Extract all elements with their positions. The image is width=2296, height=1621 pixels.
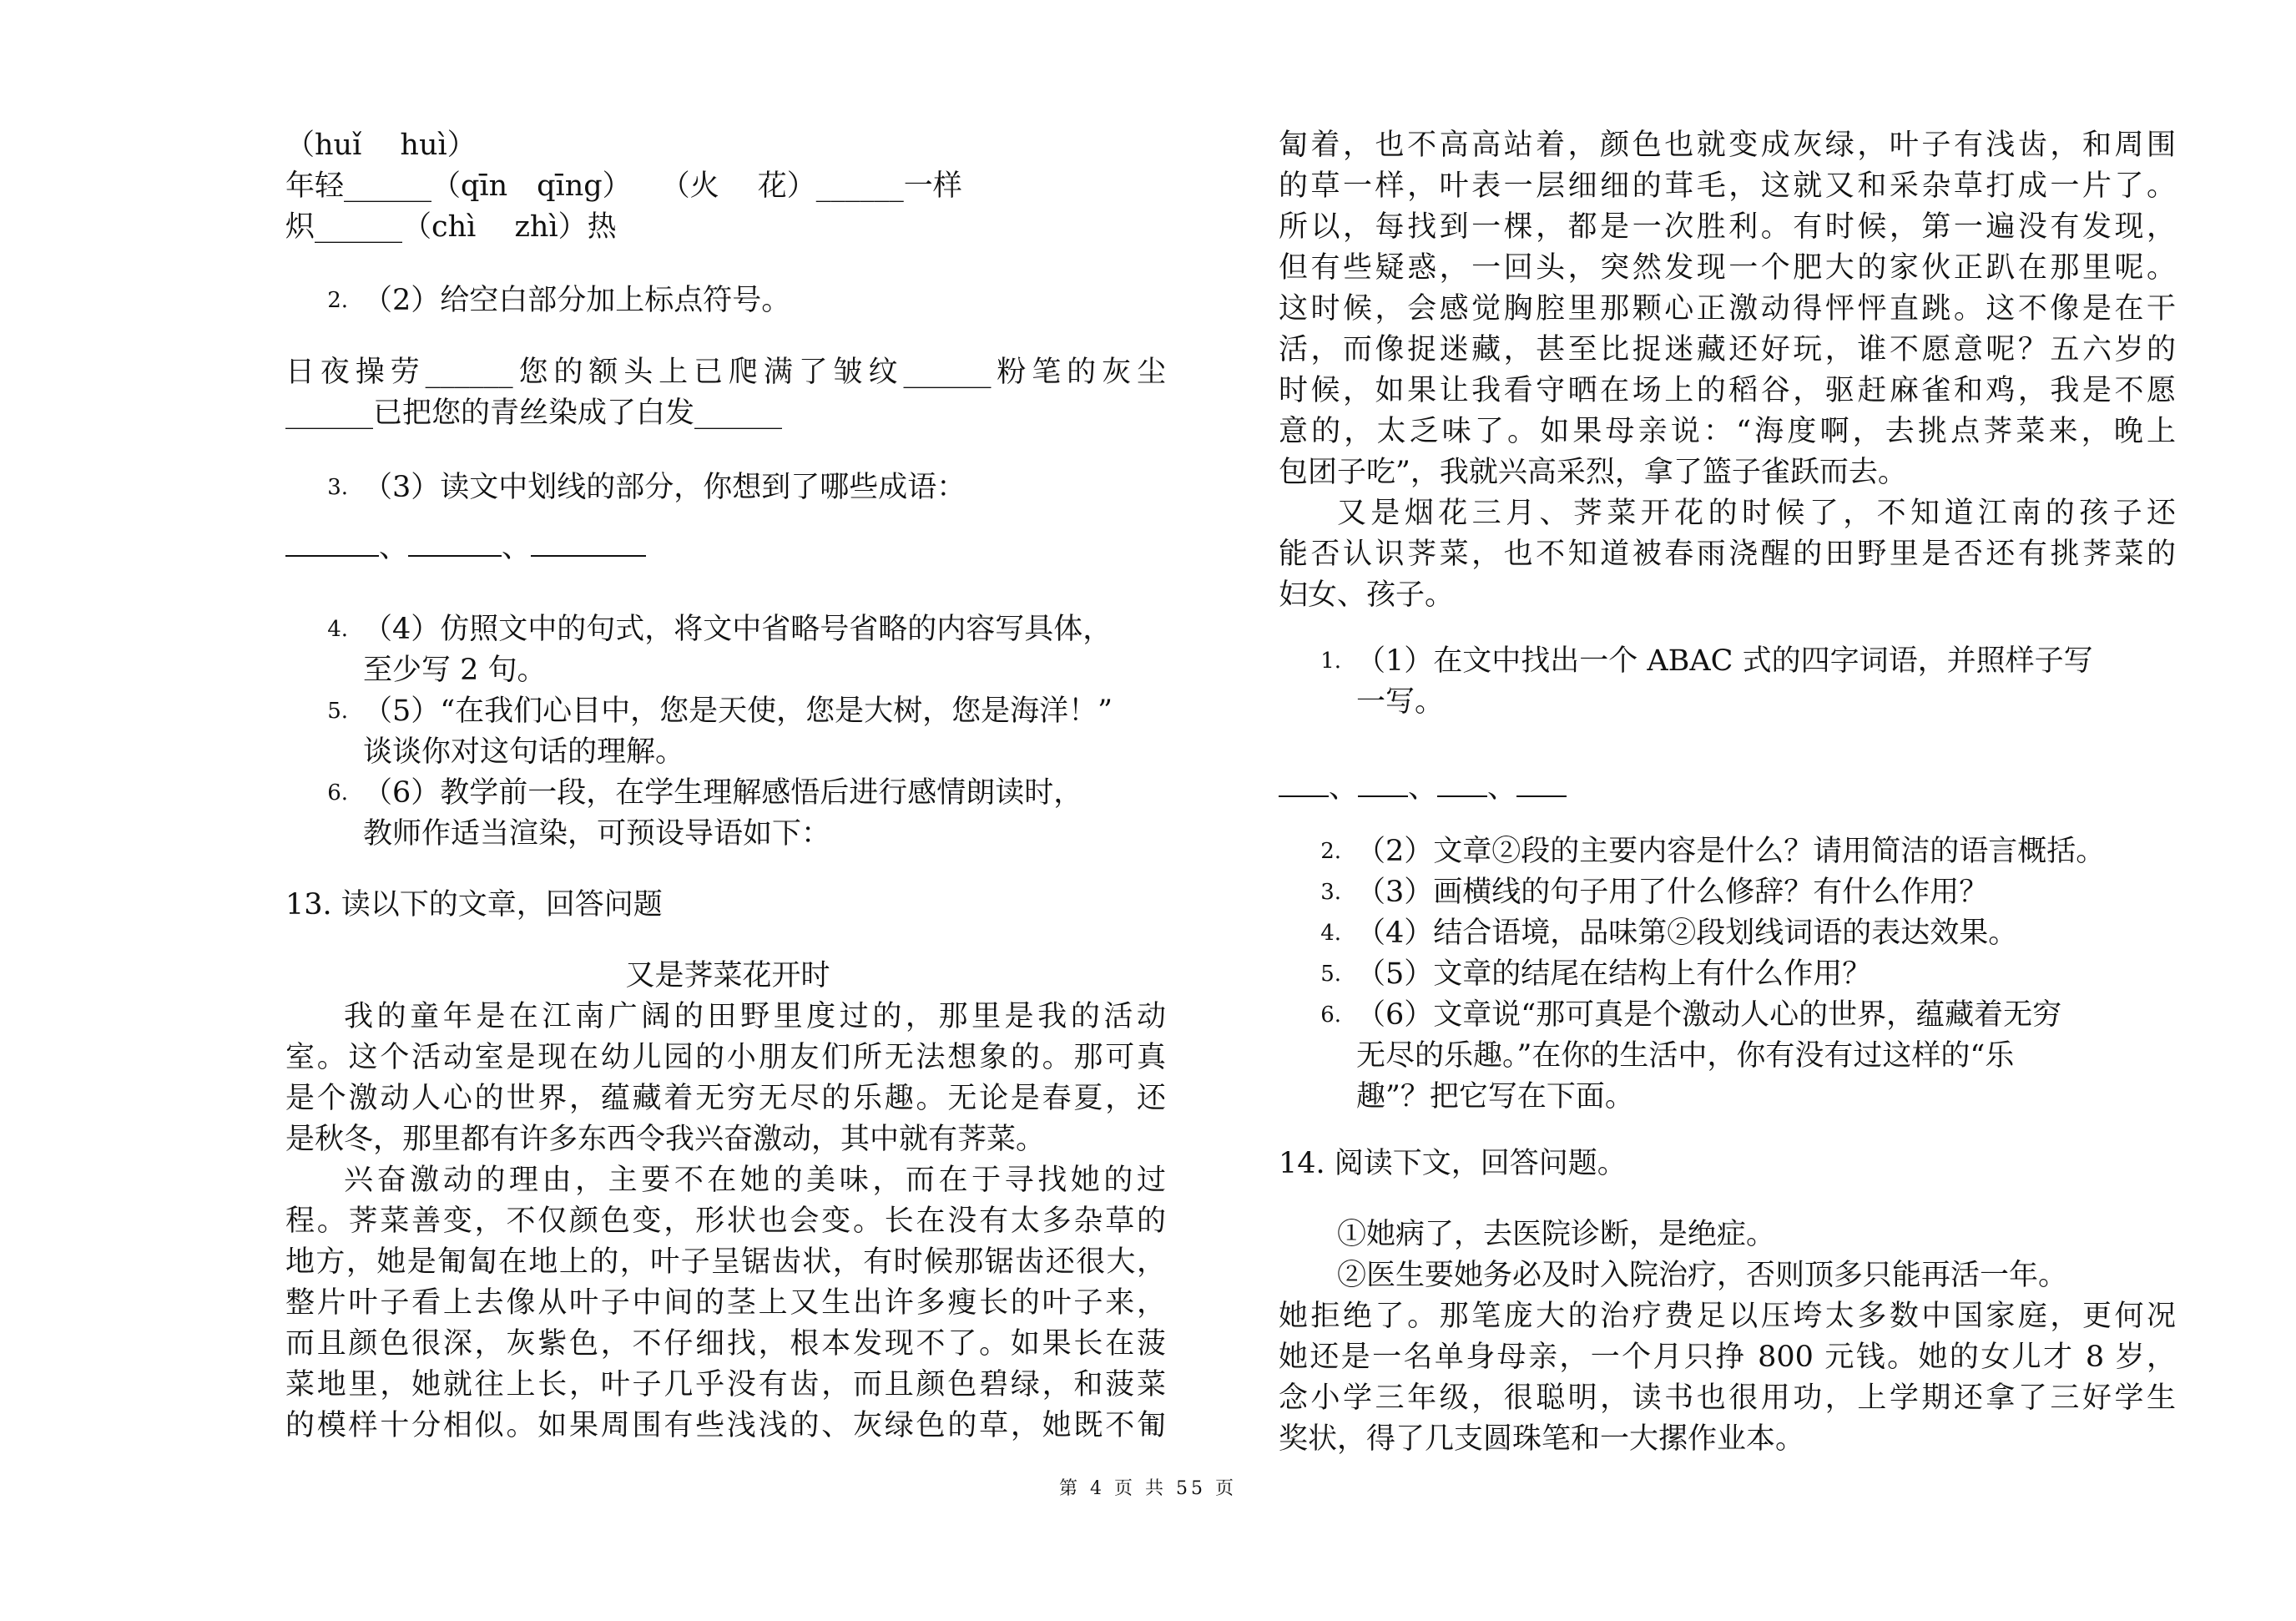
passage-line: 奖状，得了几支圆珠笔和一大摞作业本。 bbox=[1279, 1422, 1805, 1456]
question-text: （6）教学前一段，在学生理解感悟后进行感情朗读时， bbox=[363, 776, 1083, 810]
question-2 bbox=[285, 280, 1170, 321]
article-line: 而且颜色很深，灰紫色，不仔细找，根本发现不了。如果长在菠 bbox=[285, 1327, 1166, 1361]
article-line: 菜地里，她就往上长，叶子几乎没有齿，而且颜色碧绿，和菠菜 bbox=[285, 1368, 1166, 1401]
question-text: （6）文章说“那可真是个激动人心的世界，蕴藏着无穷 bbox=[1356, 998, 2062, 1032]
question-text: （2）给空白部分加上标点符号。 bbox=[363, 284, 791, 317]
question-6 bbox=[285, 773, 1170, 855]
question-text: （3）画横线的句子用了什么修辞？有什么作用？ bbox=[1356, 876, 1989, 909]
question-number: 2. bbox=[327, 288, 348, 313]
punctuation-line-2: ______已把您的青丝染成了白发______ bbox=[285, 396, 783, 430]
fill-line-2: 炽______（chì zhì）热 bbox=[285, 210, 617, 244]
question-number: 2. bbox=[1320, 839, 1341, 864]
passage-line: ①她病了，去医院诊断，是绝症。 bbox=[1337, 1218, 1776, 1251]
separator: 、 bbox=[502, 531, 532, 564]
separator: 、 bbox=[379, 531, 409, 564]
answer-blank[interactable] bbox=[285, 530, 379, 557]
question-text: （4）仿照文中的句式，将文中省略号省略的内容写具体， bbox=[363, 613, 1113, 646]
article-line: 所以，每找到一棵，都是一次胜利。有时候，第一遍没有发现， bbox=[1279, 210, 2176, 244]
page-number-footer: 第 4 页 共 55 页 bbox=[1059, 1478, 1237, 1499]
passage-line: 她还是一名单身母亲，一个月只挣 800 元钱。她的女儿才 8 岁， bbox=[1279, 1341, 2176, 1374]
article-line: 活，而像捉迷藏，甚至比捉迷藏还好玩，谁不愿意呢？五六岁的 bbox=[1279, 333, 2176, 366]
article-line: 又是烟花三月、荠菜开花的时候了，不知道江南的孩子还 bbox=[1337, 497, 2176, 530]
question-6 bbox=[1279, 995, 2180, 1118]
article-line: 程。荠菜善变，不仅颜色变，形状也会变。长在没有太多杂草的 bbox=[285, 1204, 1166, 1238]
article-line: 能否认识荠菜，也不知道被春雨浇醒的田野里是否还有挑荠菜的 bbox=[1279, 538, 2176, 571]
article-line: 包团子吃”，我就兴高采烈，拿了篮子雀跃而去。 bbox=[1279, 456, 1907, 489]
passage-line: ②医生要她务必及时入院治疗，否则顶多只能再活一年。 bbox=[1337, 1259, 2068, 1292]
question-number: 3. bbox=[1320, 880, 1341, 905]
answer-blank[interactable] bbox=[1279, 770, 1329, 797]
question-text: （5）“在我们心目中，您是天使，您是大树，您是海洋！” bbox=[363, 694, 1113, 728]
answer-blank[interactable] bbox=[531, 530, 646, 557]
separator: 、 bbox=[1408, 771, 1438, 805]
article-title: 又是荠菜花开时 bbox=[625, 959, 830, 992]
passage-line: 她拒绝了。那笔庞大的治疗费足以压垮太多数中国家庭，更何况 bbox=[1279, 1300, 2176, 1333]
question-text: （5）文章的结尾在结构上有什么作用？ bbox=[1356, 957, 1872, 991]
article-line: 室。这个活动室是现在幼儿园的小朋友们所无法想象的。那可真 bbox=[285, 1041, 1166, 1074]
separator: 、 bbox=[1329, 771, 1359, 805]
answer-blank[interactable] bbox=[408, 530, 502, 557]
article-line: 但有些疑惑，一回头，突然发现一个肥大的家伙正趴在那里呢。 bbox=[1279, 251, 2176, 285]
question-number: 4. bbox=[1320, 921, 1341, 946]
answer-blank[interactable] bbox=[1358, 770, 1408, 797]
question-text: （4）结合语境，品味第②段划线词语的表达效果。 bbox=[1356, 917, 2018, 950]
article-body-right bbox=[1279, 125, 2176, 616]
question-number: 6. bbox=[1320, 1002, 1341, 1028]
question-text: 谈谈你对这句话的理解。 bbox=[363, 735, 685, 769]
article-line: 的模样十分相似。如果周围有些浅浅的、灰绿色的草，她既不匍 bbox=[285, 1409, 1166, 1442]
answer-blank[interactable] bbox=[1437, 770, 1487, 797]
question-text: （3）读文中划线的部分，你想到了哪些成语： bbox=[363, 471, 966, 504]
article-line: 意的，太乏味了。如果母亲说：“海度啊，去挑点荠菜来，晚上 bbox=[1279, 415, 2176, 448]
fill-line-1: 年轻______（qīn qīng） （火 花）______一样 bbox=[285, 169, 962, 203]
word-answer-blanks[interactable] bbox=[1279, 768, 1567, 809]
article-line: 的草一样，叶表一层细细的茸毛，这就又和采杂草打成一片了。 bbox=[1279, 169, 2176, 203]
separator: 、 bbox=[1487, 771, 1517, 805]
question-5 bbox=[285, 691, 1170, 773]
article-line: 是个激动人心的世界，蕴藏着无穷无尽的乐趣。无论是春夏，还 bbox=[285, 1082, 1166, 1115]
article-line: 妇女、孩子。 bbox=[1279, 578, 1455, 612]
idiom-answer-blanks[interactable] bbox=[285, 528, 646, 568]
punctuation-line-1: 日夜操劳______您的额头上已爬满了皱纹______粉笔的灰尘 bbox=[285, 356, 1166, 389]
article-line: 时候，如果让我看守晒在场上的稻谷，驱赶麻雀和鸡，我是不愿 bbox=[1279, 374, 2176, 407]
question-4 bbox=[285, 609, 1170, 691]
question-3 bbox=[285, 467, 1170, 508]
question-number: 3. bbox=[327, 475, 348, 500]
article-line: 是秋冬，那里都有许多东西令我兴奋激动，其中就有荠菜。 bbox=[285, 1123, 1046, 1156]
question-4 bbox=[1279, 913, 2180, 954]
question-number: 6. bbox=[327, 780, 348, 805]
question-number: 5. bbox=[327, 699, 348, 724]
question-text: （1）在文中找出一个 ABAC 式的四字词语，并照样子写 bbox=[1356, 644, 2093, 678]
question-number: 1. bbox=[1320, 649, 1341, 674]
article-line: 匐着，也不高高站着，颜色也就变成灰绿，叶子有浅齿，和周围 bbox=[1279, 129, 2176, 162]
article-line: 我的童年是在江南广阔的田野里度过的，那里是我的活动 bbox=[344, 1000, 1166, 1033]
passage-line: 念小学三年级，很聪明，读书也很用功，上学期还拿了三好学生 bbox=[1279, 1381, 2176, 1415]
pinyin-line: （huǐ huì） bbox=[285, 129, 477, 162]
question-text: 无尽的乐趣。”在你的生活中，你有没有过这样的“乐 bbox=[1356, 1039, 2015, 1073]
question-number: 4. bbox=[327, 617, 348, 642]
question-3 bbox=[1279, 872, 2180, 913]
question-text: 教师作适当渲染，可预设导语如下： bbox=[363, 817, 831, 851]
article-line: 整片叶子看上去像从叶子中间的茎上又生出许多瘦长的叶子来， bbox=[285, 1286, 1166, 1320]
answer-blank[interactable] bbox=[1516, 770, 1567, 797]
article-line: 地方，她是匍匐在地上的，叶子呈锯齿状，有时候那锯齿还很大， bbox=[285, 1245, 1166, 1279]
article-line: 兴奋激动的理由，主要不在她的美味，而在于寻找她的过 bbox=[344, 1164, 1166, 1197]
article-line: 这时候，会感觉胸腔里那颗心正激动得怦怦直跳。这不像是在干 bbox=[1279, 292, 2176, 326]
question-13-title: 13. 读以下的文章，回答问题 bbox=[285, 888, 663, 922]
question-text: （2）文章②段的主要内容是什么？请用简洁的语言概括。 bbox=[1356, 835, 2106, 868]
question-1 bbox=[1279, 641, 2180, 723]
question-2 bbox=[1279, 831, 2180, 872]
question-text: 一写。 bbox=[1356, 685, 1445, 719]
passage-14 bbox=[1279, 1214, 2176, 1460]
question-text: 趣”？把它写在下面。 bbox=[1356, 1080, 1634, 1113]
question-14-title: 14. 阅读下文，回答问题。 bbox=[1279, 1147, 1627, 1180]
question-5 bbox=[1279, 954, 2180, 995]
question-number: 5. bbox=[1320, 962, 1341, 987]
question-text: 至少写 2 句。 bbox=[363, 654, 547, 687]
article-body-left bbox=[285, 997, 1166, 1447]
